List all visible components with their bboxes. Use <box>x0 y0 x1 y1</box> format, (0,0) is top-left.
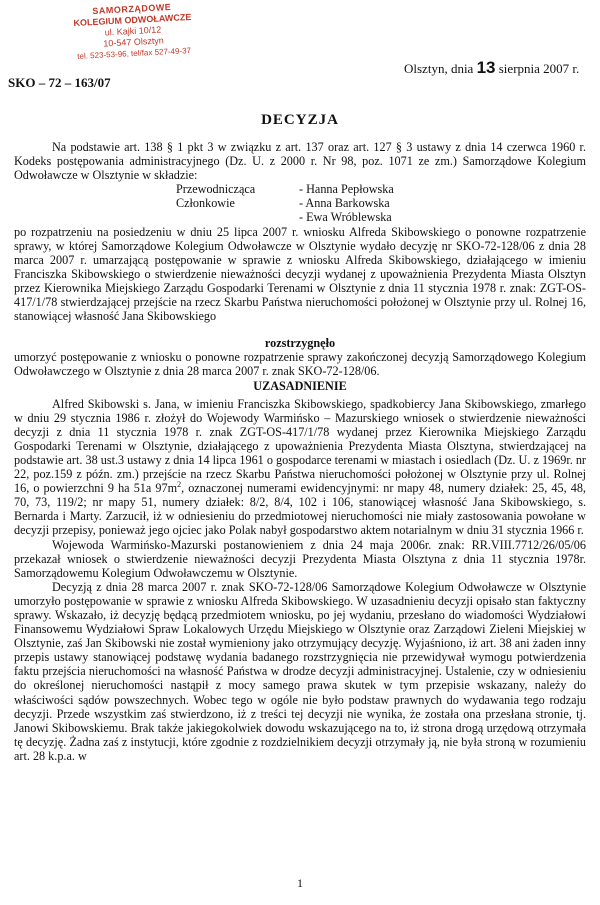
reference-number: SKO – 72 – 163/07 <box>8 75 111 90</box>
stamp-line-4: 10-547 Olsztyn <box>103 35 165 49</box>
stamp-line-5: tel. 523-53-96, tel/fax 527-49-37 <box>77 45 192 61</box>
para1-part-b: , oznaczonej numerami ewidencyjnymi: nr mapy 48, numery działek: 25, 45, 48, 70, 73, 119/2; nr mapy 51, numery działek: 8/2, 8/4, 102 i 106, stanowiącej własność Jana Skibowskiego, s. Bernarda i Marty. Zarzucił, iż w odniesieniu do przedmiotowej nieruchomości nie miały zastosowania powołane w decyzji przepisy, ponieważ jego ojciec jako Polak nabył gospodarstwo aktem notarialnym w dniu 31 stycznia 1966 r. <box>14 481 586 538</box>
composition-name: - Ewa Wróblewska <box>299 210 392 225</box>
date-suffix: sierpnia 2007 r. <box>495 61 580 76</box>
date-day: 13 <box>476 58 496 77</box>
stamp-line-3: ul. Kajki 10/12 <box>104 24 162 38</box>
composition-list <box>176 182 586 224</box>
justification-paragraph-1 <box>14 397 586 538</box>
page-number: 1 <box>297 876 303 890</box>
para1-part-a: Alfred Skibowski s. Jana, w imieniu Franciszka Skibowskiego, spadkobiercy Jana Skibowskiego, zmarłego w dniu 29 stycznia 1986 r. złożył do Wojewody Warmińsko – Mazurskiego wniosek o stwierdzenie nieważności decyzji z dnia 11 stycznia 1978 r. znak ZGT-OS-417/1/78 wydanej przez Kierownika Miejskiego Zarządu Gospodarki Terenami w Olsztynie, działającego z upoważnienia Prezydenta Miasta Olsztyna, stwierdzającej na podstawie art. 38 ust.3 ustawy z dnia 14 lipca 1961 o gospodarce terenami w miastach i osiedlach (Dz. U. z 1969r. nr 22, poz.159 z późn. zm.) przejście na rzecz Skarbu Państwa nieruchomości położonej w Olsztynie przy ul. Rolnej 16, o powierzchni 9 ha 51a 97m <box>14 396 586 496</box>
justification-paragraph-2: Wojewoda Warmińsko-Mazurski postanowieniem z dnia 24 maja 2006r. znak: RR.VIII.7712/26/05/06 przekazał wniosek o stwierdzenie nieważności decyzji Prezydenta Miasta Olsztyna z dnia 11 stycznia 1978r. Samorządowemu Kolegium Odwoławczemu w Olsztynie. <box>14 537 586 580</box>
stamp-line-2: KOLEGIUM ODWOŁAWCZE <box>73 11 192 29</box>
composition-name: - Hanna Pepłowska <box>299 182 394 197</box>
composition-role: Członkowie <box>176 196 235 211</box>
stamp-line-1: SAMORZĄDOWE <box>92 1 172 17</box>
justification-heading: UZASADNIENIE <box>253 378 347 393</box>
ruling-text: umorzyć postępowanie z wniosku o ponowne rozpatrzenie sprawy zakończonej decyzją Samorządowego Kolegium Odwoławczego w Olsztynie z dnia 28 marca 2007 r. znak SKO-72-128/06. <box>14 350 586 379</box>
date-prefix: Olsztyn, dnia <box>404 61 477 76</box>
date-line <box>404 58 579 78</box>
composition-role: Przewodnicząca <box>176 182 256 197</box>
intro-paragraph: Na podstawie art. 138 § 1 pkt 3 w związku z art. 137 oraz art. 127 § 3 ustawy z dnia 14 czerwca 1960 r. Kodeks postępowania administracyjnego (Dz. U. z 2000 r. Nr 98, poz. 1071 ze zm.) Samorządowe Kolegium Odwoławcze w Olsztynie w składzie: <box>14 140 586 183</box>
para1-superscript: 2 <box>177 480 182 490</box>
justification-paragraph-3: Decyzją z dnia 28 marca 2007 r. znak SKO-72-128/06 Samorządowe Kolegium Odwoławcze w Olsztynie umorzyło postępowanie w sprawie z wniosku Alfreda Skibowskiego. W uzasadnieniu decyzji opisało stan faktyczny sprawy. Wskazało, iż decyzję będącą przedmiotem wniosku, po jej wydaniu, przesłano do wiadomości Wydziałowi Finansowemu Wydziałowi Spraw Lokalowych Urzędu Miejskiego w Olsztynie oraz Zarządowi Zieleni Miejskiej w Olsztynie, zaś Jan Skibowski nie został wymieniony jako otrzymujący decyzję. Wyjaśniono, iż art. 38 ani żaden inny przepis ustawy stanowiącej podstawę wydania badanego rozstrzygnięcia nie przewidywał wymogu potwierdzenia faktu przejścia nieruchomości na własność Państwa w drodze decyzji administracyjnej. Ustalenie, czy w odniesieniu do określonej nieruchomości nastąpił z mocy samego prawa skutek w tym przepisie wskazany, należy do właściwości sądów powszechnych. Wobec tego w ogóle nie było podstaw prawnych do wydawania tego rodzaju decyzji. Przede wszystkim zaś stwierdzono, iż z treści tej decyzji nie wynika, że została ona przesłana stronie, tj. Janowi Skibowskiemu. Brak także jakiegokolwiek dowodu wskazującego na to, iż strona drogą urzędową otrzymała tę decyzję. Żadna zaś z instytucji, które zgodnie z rozdzielnikiem decyzji otrzymały ją, nie była stroną w rozumieniu art. 28 k.p.a. w <box>14 579 586 763</box>
composition-name: - Anna Barkowska <box>299 196 390 211</box>
document-body <box>14 140 586 763</box>
office-stamp <box>57 0 210 63</box>
composition-role <box>176 210 299 224</box>
ruling-heading: rozstrzygnęło <box>264 336 336 351</box>
document-title: DECYZJA <box>261 112 339 128</box>
intro-continuation: po rozpatrzeniu na posiedzeniu w dniu 25 lipca 2007 r. wniosku Alfreda Skibowskiego o ponowne rozpatrzenie sprawy, w której Samorządowe Kolegium Odwoławcze w Olsztynie wydało decyzję nr SKO-72-128/06 z dnia 28 marca 2007 r. umarzającą postępowanie w sprawie z wniosku Alfreda Skibowskiego, działającego w imieniu Franciszka Skibowskiego o stwierdzenie nieważności decyzji wydanej z upoważnienia Prezydenta Miasta Olsztyn przez Kierownika Miejskiego Zarządu Gospodarki Terenami w Olsztynie z dnia 11 stycznia 1978 r. znak: ZGT-OS-417/1/78 stwierdzającej przejście na rzecz Skarbu Państwa nieruchomości położonej w Olsztynie przy ul. Rolnej 16, stanowiącej własność Jana Skibowskiego <box>14 224 586 324</box>
